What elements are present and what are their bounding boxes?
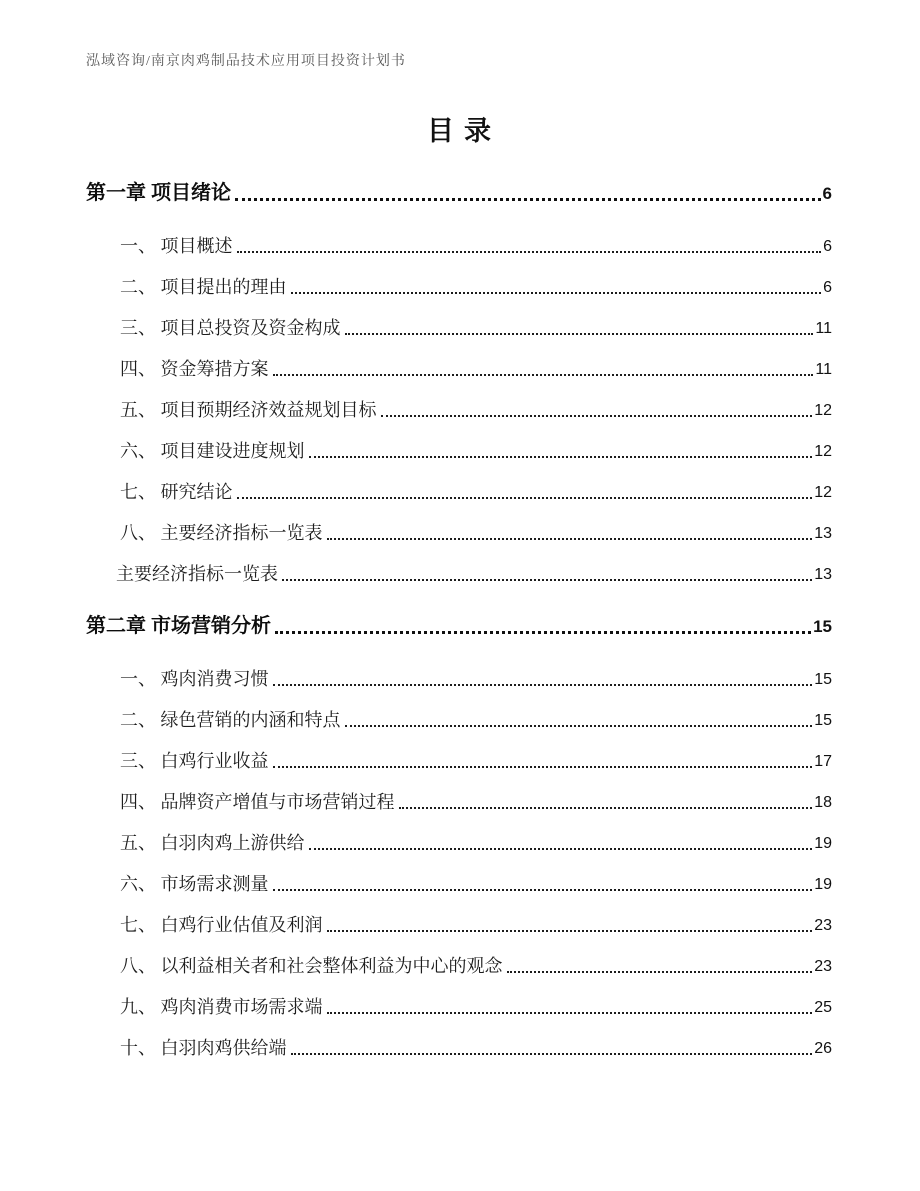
page-number: 25 xyxy=(814,999,832,1016)
toc-item-row[interactable] xyxy=(86,732,832,773)
page-number: 12 xyxy=(814,443,832,460)
toc-entry-label: 十、 白羽肉鸡供给端 xyxy=(120,1038,287,1058)
dot-leader xyxy=(237,497,813,499)
page-number: 6 xyxy=(822,184,832,203)
page-number: 15 xyxy=(813,617,832,636)
toc-item-row[interactable] xyxy=(86,545,832,586)
dot-leader xyxy=(381,415,813,417)
document-header-text: 泓域咨询/南京肉鸡制品技术应用项目投资计划书 xyxy=(86,54,406,69)
toc-entry-label: 主要经济指标一览表 xyxy=(116,564,278,584)
toc-entry-label: 三、 白鸡行业收益 xyxy=(120,751,269,771)
toc-chapter-row[interactable] xyxy=(86,597,832,638)
page-number: 6 xyxy=(823,279,832,296)
toc-item-row[interactable] xyxy=(86,773,832,814)
toc-entry-label: 一、 鸡肉消费习惯 xyxy=(120,669,269,689)
toc-entry-label: 二、 绿色营销的内涵和特点 xyxy=(120,710,341,730)
toc-item-row[interactable] xyxy=(86,299,832,340)
toc-item-row[interactable] xyxy=(86,422,832,463)
toc-entry-label: 九、 鸡肉消费市场需求端 xyxy=(120,997,323,1017)
page-number: 11 xyxy=(815,361,832,378)
toc-item-row[interactable] xyxy=(86,855,832,896)
toc-entry-label: 四、 资金筹措方案 xyxy=(120,359,269,379)
dot-leader xyxy=(309,456,813,458)
toc-item-row[interactable] xyxy=(86,691,832,732)
page-number: 13 xyxy=(814,566,832,583)
page-number: 18 xyxy=(814,794,832,811)
toc-entry-label: 五、 白羽肉鸡上游供给 xyxy=(120,833,305,853)
toc-item-row[interactable] xyxy=(86,217,832,258)
toc-entry-label: 五、 项目预期经济效益规划目标 xyxy=(120,400,377,420)
page-number: 17 xyxy=(814,753,832,770)
page-number: 6 xyxy=(823,238,832,255)
dot-leader xyxy=(399,807,813,809)
dot-leader xyxy=(237,251,822,253)
dot-leader xyxy=(345,725,813,727)
dot-leader xyxy=(327,538,813,540)
toc-entry-label: 七、 研究结论 xyxy=(120,482,233,502)
toc-item-row[interactable] xyxy=(86,340,832,381)
page-number: 12 xyxy=(814,402,832,419)
page-number: 26 xyxy=(814,1040,832,1057)
toc-entry-label: 六、 项目建设进度规划 xyxy=(120,441,305,461)
dot-leader xyxy=(273,889,813,891)
dot-leader xyxy=(282,579,812,581)
dot-leader xyxy=(291,1053,813,1055)
page-number: 15 xyxy=(814,712,832,729)
toc-item-row[interactable] xyxy=(86,937,832,978)
toc-entry-label: 八、 主要经济指标一览表 xyxy=(120,523,323,543)
dot-leader xyxy=(507,971,813,973)
toc-item-row[interactable] xyxy=(86,463,832,504)
toc-entry-label: 一、 项目概述 xyxy=(120,236,233,256)
page-number: 15 xyxy=(814,671,832,688)
page-number: 13 xyxy=(814,525,832,542)
toc-entry-label: 七、 白鸡行业估值及利润 xyxy=(120,915,323,935)
toc-entry-label: 第二章 市场营销分析 xyxy=(86,615,271,637)
page-number: 19 xyxy=(814,876,832,893)
toc-item-row[interactable] xyxy=(86,978,832,1019)
toc-item-row[interactable] xyxy=(86,258,832,299)
toc-entry-label: 二、 项目提出的理由 xyxy=(120,277,287,297)
dot-leader xyxy=(327,930,813,932)
page-number: 12 xyxy=(814,484,832,501)
page-number: 11 xyxy=(815,320,832,337)
toc-entry-label: 六、 市场需求测量 xyxy=(120,874,269,894)
toc-chapter-row[interactable] xyxy=(86,164,832,205)
page-number: 23 xyxy=(814,958,832,975)
toc-entry-label: 八、 以利益相关者和社会整体利益为中心的观念 xyxy=(120,956,503,976)
dot-leader xyxy=(273,684,813,686)
dot-leader xyxy=(327,1012,813,1014)
dot-leader xyxy=(235,198,821,201)
dot-leader xyxy=(291,292,822,294)
toc-item-row[interactable] xyxy=(86,381,832,422)
toc-item-row[interactable] xyxy=(86,504,832,545)
toc-entry-label: 四、 品牌资产增值与市场营销过程 xyxy=(120,792,395,812)
dot-leader xyxy=(273,374,814,376)
page-number: 23 xyxy=(814,917,832,934)
dot-leader xyxy=(345,333,814,335)
dot-leader xyxy=(275,631,811,634)
dot-leader xyxy=(309,848,813,850)
toc-title: 目录 xyxy=(427,116,501,146)
toc-entry-label: 第一章 项目绪论 xyxy=(86,182,231,204)
toc-entry-label: 三、 项目总投资及资金构成 xyxy=(120,318,341,338)
toc-item-row[interactable] xyxy=(86,650,832,691)
table-of-contents xyxy=(86,164,832,1060)
toc-item-row[interactable] xyxy=(86,896,832,937)
toc-item-row[interactable] xyxy=(86,814,832,855)
page-number: 19 xyxy=(814,835,832,852)
dot-leader xyxy=(273,766,813,768)
toc-item-row[interactable] xyxy=(86,1019,832,1060)
